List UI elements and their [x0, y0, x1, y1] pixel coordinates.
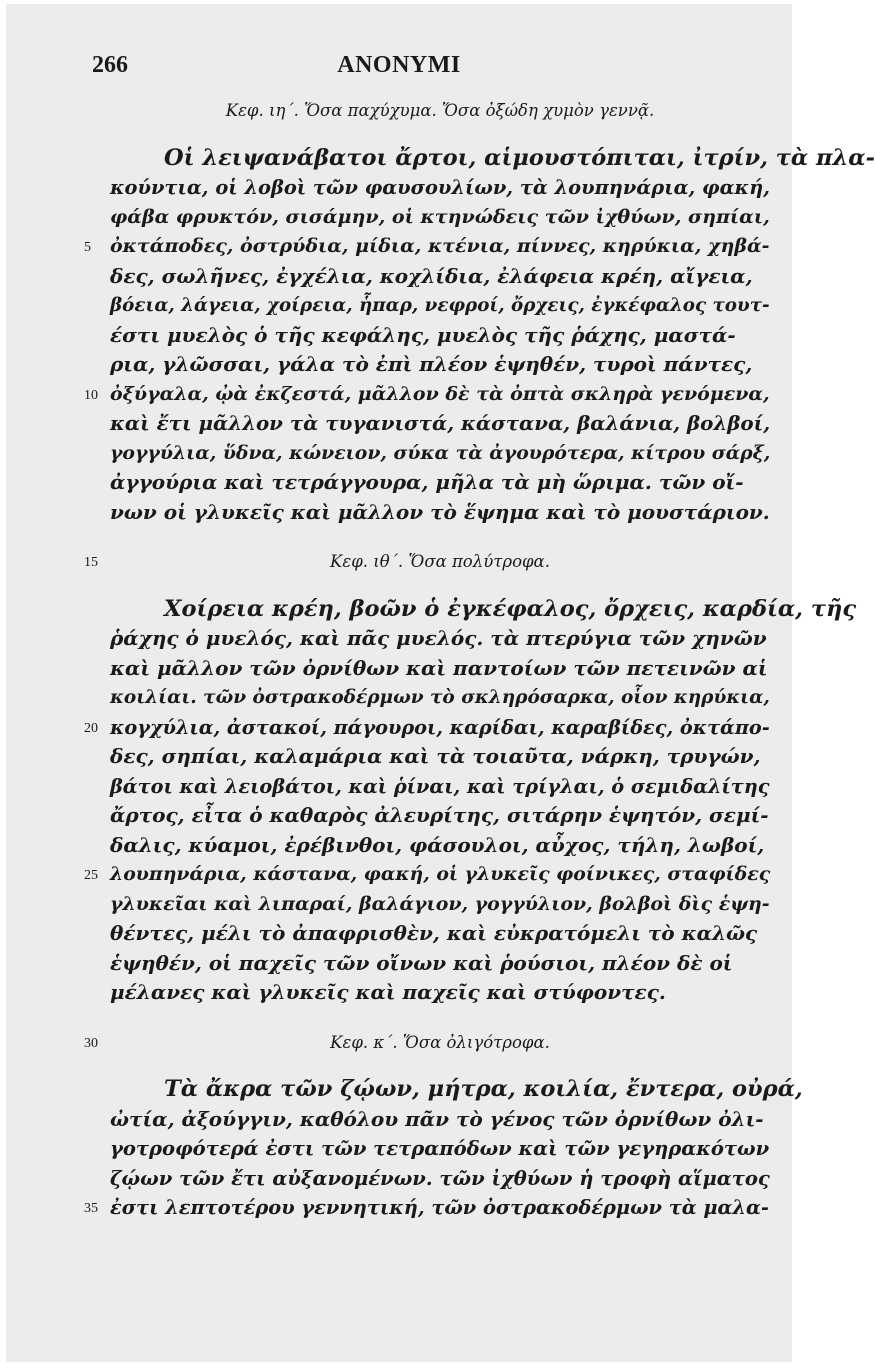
line-number: 5	[84, 240, 91, 255]
line-text: ἀγγούρια καὶ τετράγγουρα, μῆλα τὰ μὴ ὥριμα. τῶν οἴ-	[110, 470, 744, 494]
text-line	[110, 683, 770, 713]
chapter-heading	[84, 547, 770, 577]
line-text: ὠτία, ἀξούγγιν, καθόλου πᾶν τὸ γένος τῶν ὀρνίθων ὀλι-	[110, 1106, 764, 1131]
text-line	[110, 624, 770, 654]
line-text: γογγύλια, ὕδνα, κώνειον, σύκα τὰ ἀγουρότερα, κίτρου σάρξ,	[110, 441, 771, 464]
body-text	[84, 96, 875, 1223]
section-gap	[110, 126, 770, 144]
line-text: ὀκτάποδες, ὀστρύδια, μίδια, κτένια, πίννες, κηρύκια, χηβά-	[110, 235, 770, 257]
text-line	[110, 949, 770, 979]
line-text: δαλις, κύαμοι, ἐρέβινθοι, φάσουλοι, αὖχος, τήλη, λωβοί,	[110, 832, 765, 857]
line-text: γοτροφότερά ἐστι τῶν τετραπόδων καὶ τῶν γεγηρακότων	[110, 1137, 770, 1160]
text-line	[84, 713, 770, 743]
page-number: 266	[92, 52, 128, 78]
line-number: 30	[84, 1035, 98, 1051]
line-text: μέλανες καὶ γλυκεῖς καὶ παχεῖς καὶ στύφοντες.	[110, 980, 666, 1004]
line-text: βάτοι καὶ λειοβάτοι, καὶ ῥίναι, καὶ τρίγλαι, ὁ σεμιδαλίτης	[110, 774, 770, 798]
section-gap	[110, 577, 770, 595]
text-line	[110, 173, 770, 203]
chapter-heading	[84, 1028, 770, 1058]
line-text: Τὰ ἄκρα τῶν ζῴων, μήτρα, κοιλία, ἔντερα, οὐρά,	[164, 1076, 803, 1102]
line-text: Οἱ λειψανάβατοι ἄρτοι, αἱμουστόπιται, ἰτρίν, τὰ πλα-	[164, 144, 875, 171]
text-line	[84, 232, 770, 262]
line-number: 35	[84, 1201, 98, 1216]
line-text: κοιλίαι. τῶν ὀστρακοδέρμων τὸ σκληρόσαρκα, οἷον κηρύκια,	[110, 687, 770, 708]
text-line	[110, 409, 770, 439]
text-line	[110, 350, 770, 380]
text-line	[110, 203, 770, 233]
line-text: καὶ μᾶλλον τῶν ὀρνίθων καὶ παντοίων τῶν πετεινῶν αἱ	[110, 655, 768, 680]
line-text: φάβα φρυκτόν, σισάμην, οἱ κτηνώδεις τῶν ἰχθύων, σηπίαι,	[110, 205, 770, 228]
chapter-heading	[110, 96, 770, 126]
line-text: ἑψηθέν, οἱ παχεῖς τῶν οἴνων καὶ ῥούσιοι, πλέον δὲ οἱ	[110, 950, 733, 975]
section-gap	[110, 1008, 770, 1028]
text-line	[110, 144, 875, 174]
line-text: ρια, γλῶσσαι, γάλα τὸ ἐπὶ πλέον ἑψηθέν, τυροὶ πάντες,	[110, 352, 753, 376]
line-text: νων οἱ γλυκεῖς καὶ μᾶλλον τὸ ἕψημα καὶ τὸ μουστάριον.	[110, 499, 770, 524]
line-text: ἄρτος, εἶτα ὁ καθαρὸς ἀλευρίτης, σιτάρην ἑψητόν, σεμί-	[110, 803, 769, 827]
text-line	[110, 439, 770, 469]
line-text: ῥάχης ὁ μυελός, καὶ πᾶς μυελός. τὰ πτερύγια τῶν χηνῶν	[110, 626, 767, 650]
line-number: 25	[84, 868, 98, 883]
text-line	[110, 654, 770, 684]
text-line	[110, 831, 770, 861]
line-text: ζῴων τῶν ἔτι αὐξανομένων. τῶν ἰχθύων ἡ τροφὴ αἵματος	[110, 1166, 770, 1190]
text-line	[110, 262, 770, 292]
line-text: Κεφ. ιη΄. Ὅσα παχύχυμα. Ὅσα ὀξώδη χυμὸν γεννᾷ.	[225, 101, 655, 120]
running-head: ANONYMI	[337, 52, 461, 78]
line-text: βόεια, λάγεια, χοίρεια, ἧπαρ, νεφροί, ὄρχεις, ἐγκέφαλος τουτ-	[110, 295, 770, 316]
text-line	[110, 772, 770, 802]
line-text: δες, σωλῆνες, ἐγχέλια, κοχλίδια, ἐλάφεια κρέη, αἴγεια,	[110, 263, 753, 288]
line-text: δες, σηπίαι, καλαμάρια καὶ τὰ τοιαῦτα, νάρκη, τρυγών,	[110, 744, 761, 768]
line-number: 10	[84, 387, 98, 403]
text-line	[110, 742, 770, 772]
line-text: ἐστι λεπτοτέρου γεννητική, τῶν ὀστρακοδέρμων τὰ μαλα-	[110, 1196, 769, 1219]
line-text: κογχύλια, ἀστακοί, πάγουροι, καρίδαι, καραβίδες, ὀκτάπο-	[110, 715, 770, 739]
line-text: Κεφ. κ΄. Ὅσα ὀλιγότροφα.	[330, 1032, 550, 1052]
text-line	[110, 1164, 770, 1194]
text-line	[110, 1075, 803, 1105]
line-text: γλυκεῖαι καὶ λιπαραί, βαλάγιον, γογγύλιον, βολβοὶ δὶς ἑψη-	[110, 892, 770, 915]
text-line	[110, 595, 857, 625]
line-text: Κεφ. ιθ΄. Ὅσα πολύτροφα.	[330, 552, 550, 571]
line-text: έστι μυελὸς ὁ τῆς κεφάλης, μυελὸς τῆς ῥάχης, μαστά-	[110, 322, 736, 347]
text-line	[110, 321, 770, 351]
line-number: 20	[84, 720, 98, 736]
line-text: Χοίρεια κρέη, βοῶν ὁ ἐγκέφαλος, ὄρχεις, καρδία, τῆς	[164, 595, 857, 622]
line-text: θέντες, μέλι τὸ ἀπαφρισθὲν, καὶ εὐκρατόμελι τὸ καλῶς	[110, 921, 758, 945]
line-text: καὶ ἔτι μᾶλλον τὰ τυγανιστά, κάστανα, βαλάνια, βολβοί,	[110, 411, 771, 435]
text-line	[84, 860, 771, 890]
line-text: ὀξύγαλα, ᾠὰ ἐκζεστά, μᾶλλον δὲ τὰ ὀπτὰ σκληρὰ γενόμενα,	[110, 382, 770, 405]
section-gap	[110, 1057, 770, 1075]
text-line	[110, 919, 770, 949]
text-line	[110, 291, 770, 321]
text-line	[110, 890, 770, 920]
line-text: κούντια, οἱ λοβοὶ τῶν φαυσουλίων, τὰ λουπηνάρια, φακή,	[110, 176, 770, 199]
text-line	[110, 1105, 770, 1135]
text-line	[84, 380, 770, 410]
book-page	[6, 4, 875, 1362]
text-line	[110, 498, 770, 528]
text-line	[84, 1193, 770, 1223]
text-line	[110, 978, 770, 1008]
line-text: λουπηνάρια, κάστανα, φακή, οἱ γλυκεῖς φοίνικες, σταφίδες	[110, 863, 771, 885]
text-line	[110, 1134, 770, 1164]
line-number: 15	[84, 555, 98, 570]
text-line	[110, 801, 770, 831]
text-line	[110, 468, 770, 498]
section-gap	[110, 527, 770, 547]
